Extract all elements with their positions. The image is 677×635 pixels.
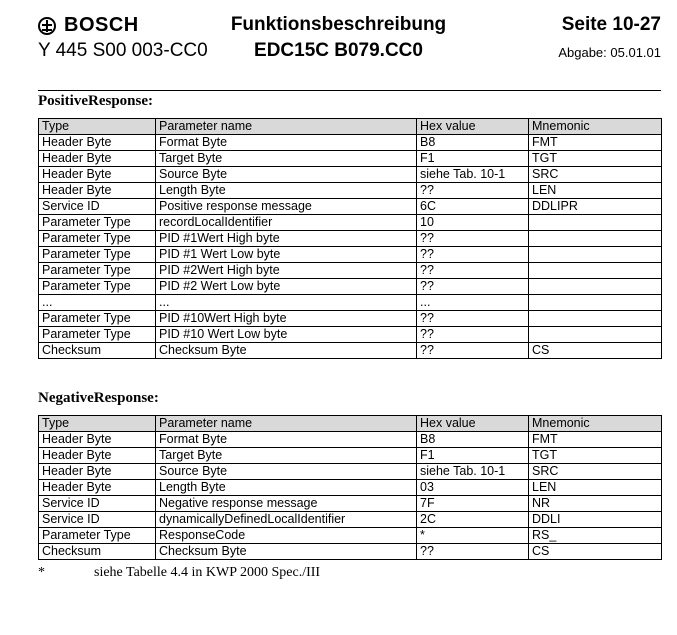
table-cell: 10 bbox=[417, 215, 529, 231]
negative-response-table bbox=[38, 415, 662, 560]
table-cell: Header Byte bbox=[39, 480, 156, 496]
table-cell: Target Byte bbox=[156, 151, 417, 167]
table-cell: PID #1 Wert Low byte bbox=[156, 247, 417, 263]
table-cell: Parameter Type bbox=[39, 528, 156, 544]
table-cell: FMT bbox=[529, 135, 662, 151]
table-cell: 2C bbox=[417, 512, 529, 528]
table-cell: B8 bbox=[417, 135, 529, 151]
table-row bbox=[39, 151, 662, 167]
table-cell: ?? bbox=[417, 263, 529, 279]
column-header: Mnemonic bbox=[529, 416, 662, 432]
positive-response-title: PositiveResponse: bbox=[38, 93, 153, 109]
table-cell bbox=[529, 263, 662, 279]
table-row bbox=[39, 199, 662, 215]
table-cell: Service ID bbox=[39, 199, 156, 215]
table-cell: Negative response message bbox=[156, 496, 417, 512]
table-cell: Positive response message bbox=[156, 199, 417, 215]
table-row bbox=[39, 528, 662, 544]
table-cell: Header Byte bbox=[39, 167, 156, 183]
table-cell: RS_ bbox=[529, 528, 662, 544]
page-title: Funktionsbeschreibung bbox=[230, 14, 447, 35]
table-cell: Checksum bbox=[39, 544, 156, 560]
table-cell: ?? bbox=[417, 279, 529, 295]
table-cell: Service ID bbox=[39, 496, 156, 512]
table-row bbox=[39, 327, 662, 343]
table-cell: F1 bbox=[417, 448, 529, 464]
table-cell bbox=[529, 295, 662, 311]
table-row bbox=[39, 215, 662, 231]
table-cell bbox=[529, 279, 662, 295]
table-cell: PID #10Wert High byte bbox=[156, 311, 417, 327]
table-cell: Service ID bbox=[39, 512, 156, 528]
table-cell: Header Byte bbox=[39, 135, 156, 151]
table-cell: ?? bbox=[417, 343, 529, 359]
table-cell: F1 bbox=[417, 151, 529, 167]
table-cell: PID #1Wert High byte bbox=[156, 231, 417, 247]
table-cell: TGT bbox=[529, 151, 662, 167]
table-cell: SRC bbox=[529, 464, 662, 480]
column-header: Hex value bbox=[417, 119, 529, 135]
negative-response-title: NegativeResponse: bbox=[38, 390, 159, 406]
table-row bbox=[39, 432, 662, 448]
table-cell: Parameter Type bbox=[39, 279, 156, 295]
table-cell: Source Byte bbox=[156, 464, 417, 480]
table-cell: PID #2Wert High byte bbox=[156, 263, 417, 279]
table-row bbox=[39, 343, 662, 359]
table-cell: Target Byte bbox=[156, 448, 417, 464]
table-cell: recordLocalIdentifier bbox=[156, 215, 417, 231]
table-cell: ... bbox=[156, 295, 417, 311]
table-cell bbox=[529, 231, 662, 247]
table-cell bbox=[529, 311, 662, 327]
footnote-mark: * bbox=[38, 565, 45, 580]
column-header: Parameter name bbox=[156, 416, 417, 432]
column-header: Type bbox=[39, 119, 156, 135]
table-cell: TGT bbox=[529, 448, 662, 464]
table-cell: ResponseCode bbox=[156, 528, 417, 544]
table-cell bbox=[529, 327, 662, 343]
table-cell: Format Byte bbox=[156, 135, 417, 151]
table-row bbox=[39, 496, 662, 512]
table-cell: LEN bbox=[529, 480, 662, 496]
footnote bbox=[38, 565, 320, 581]
table-cell: ... bbox=[39, 295, 156, 311]
table-cell: Format Byte bbox=[156, 432, 417, 448]
table-row bbox=[39, 295, 662, 311]
issue-date: Abgabe: 05.01.01 bbox=[558, 45, 661, 60]
table-row bbox=[39, 544, 662, 560]
table-row bbox=[39, 279, 662, 295]
brand-name: BOSCH bbox=[64, 14, 139, 36]
table-cell: * bbox=[417, 528, 529, 544]
page-number: Seite 10-27 bbox=[561, 14, 661, 35]
table-row bbox=[39, 247, 662, 263]
table-cell: Checksum bbox=[39, 343, 156, 359]
table-cell: CS bbox=[529, 544, 662, 560]
page-subtitle: EDC15C B079.CC0 bbox=[254, 40, 423, 61]
table-cell: ?? bbox=[417, 247, 529, 263]
document-number: Y 445 S00 003-CC0 bbox=[38, 40, 208, 61]
table-cell: Header Byte bbox=[39, 448, 156, 464]
table-cell: dynamicallyDefinedLocalIdentifier bbox=[156, 512, 417, 528]
table-cell bbox=[529, 215, 662, 231]
table-cell: Parameter Type bbox=[39, 247, 156, 263]
table-cell: DDLIPR bbox=[529, 199, 662, 215]
table-cell: Checksum Byte bbox=[156, 544, 417, 560]
table-cell: ?? bbox=[417, 231, 529, 247]
table-cell: siehe Tab. 10-1 bbox=[417, 167, 529, 183]
table-cell: 03 bbox=[417, 480, 529, 496]
table-cell: SRC bbox=[529, 167, 662, 183]
table-cell: Length Byte bbox=[156, 183, 417, 199]
table-row bbox=[39, 231, 662, 247]
table-cell: ?? bbox=[417, 327, 529, 343]
table-cell: Parameter Type bbox=[39, 263, 156, 279]
table-cell: Parameter Type bbox=[39, 311, 156, 327]
footnote-text: siehe Tabelle 4.4 in KWP 2000 Spec./III bbox=[94, 565, 321, 580]
table-cell: FMT bbox=[529, 432, 662, 448]
table-cell: CS bbox=[529, 343, 662, 359]
table-cell: ... bbox=[417, 295, 529, 311]
table-row bbox=[39, 263, 662, 279]
table-cell: siehe Tab. 10-1 bbox=[417, 464, 529, 480]
table-cell: Parameter Type bbox=[39, 327, 156, 343]
table-cell: Header Byte bbox=[39, 183, 156, 199]
table-cell: DDLI bbox=[529, 512, 662, 528]
table-row bbox=[39, 167, 662, 183]
column-header: Parameter name bbox=[156, 119, 417, 135]
table-cell: Checksum Byte bbox=[156, 343, 417, 359]
table-cell: Parameter Type bbox=[39, 231, 156, 247]
table-cell: PID #2 Wert Low byte bbox=[156, 279, 417, 295]
table-row bbox=[39, 464, 662, 480]
table-cell: Header Byte bbox=[39, 464, 156, 480]
table-cell: Source Byte bbox=[156, 167, 417, 183]
table-cell: Parameter Type bbox=[39, 215, 156, 231]
table-header-row bbox=[39, 119, 662, 135]
table-cell: PID #10 Wert Low byte bbox=[156, 327, 417, 343]
table-cell: 6C bbox=[417, 199, 529, 215]
table-header-row bbox=[39, 416, 662, 432]
table-cell: Header Byte bbox=[39, 151, 156, 167]
table-cell: 7F bbox=[417, 496, 529, 512]
table-cell bbox=[529, 247, 662, 263]
table-cell: LEN bbox=[529, 183, 662, 199]
positive-response-table bbox=[38, 118, 662, 359]
table-cell: ?? bbox=[417, 183, 529, 199]
column-header: Type bbox=[39, 416, 156, 432]
column-header: Mnemonic bbox=[529, 119, 662, 135]
table-row bbox=[39, 183, 662, 199]
table-cell: Length Byte bbox=[156, 480, 417, 496]
table-cell: Header Byte bbox=[39, 432, 156, 448]
table-row bbox=[39, 480, 662, 496]
header-divider bbox=[38, 90, 661, 91]
table-cell: B8 bbox=[417, 432, 529, 448]
table-row bbox=[39, 448, 662, 464]
table-row bbox=[39, 135, 662, 151]
table-row bbox=[39, 512, 662, 528]
table-cell: ?? bbox=[417, 311, 529, 327]
column-header: Hex value bbox=[417, 416, 529, 432]
table-cell: ?? bbox=[417, 544, 529, 560]
table-row bbox=[39, 311, 662, 327]
table-cell: NR bbox=[529, 496, 662, 512]
